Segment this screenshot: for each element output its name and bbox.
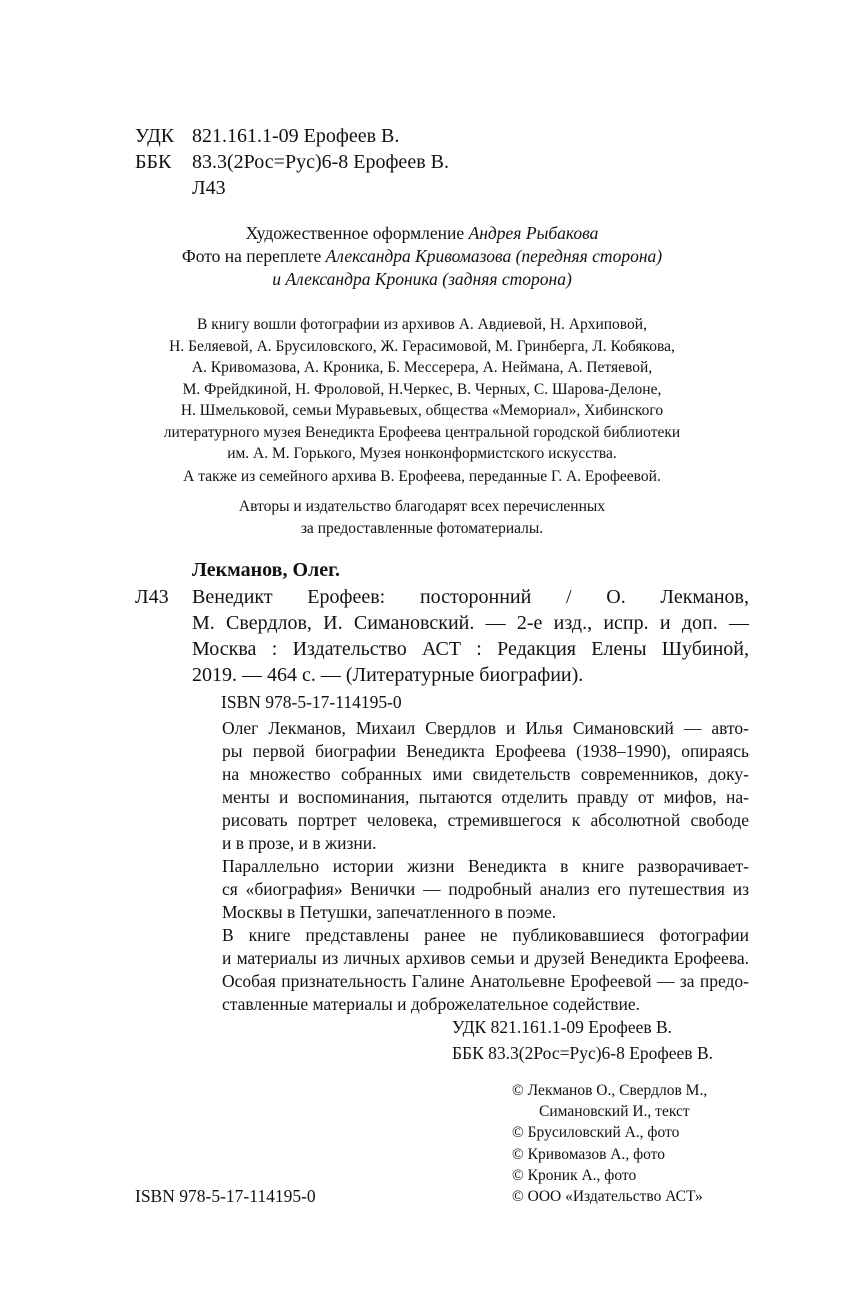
photo-sources [60,314,784,465]
copyright-line: © Лекманов О., Свердлов М., [512,1082,708,1099]
bibliographic-description [192,584,749,688]
photo-source-line: В книгу вошли фотографии из архивов А. Авдиевой, Н. Архиповой, [197,316,647,333]
bottom-bbk: ББК 83.3(2Рос=Рус)6-8 Ерофеев В. [452,1043,713,1063]
annotation-paragraph [192,924,749,1016]
front-photographer: Александра Кривомазова (передняя сторона) [325,246,663,266]
photo-source-line: М. Фрейдкиной, Н. Фроловой, Н.Черкес, В. Черных, С. Шарова-Делоне, [182,380,662,398]
udk-line [135,123,399,149]
bbk-value: 83.3(2Рос=Рус)6-8 Ерофеев В. [192,151,449,173]
description-line: М. Свердлов, И. Симановский. — 2-е изд., испр. и доп. — [192,612,749,634]
bbk-line [135,149,449,175]
annotation-paragraph [192,855,749,924]
back-photographer: и Александра Кроника (задняя сторона) [272,269,572,289]
udk-label: УДК [135,125,175,147]
author-heading: Лекманов, Олег. [192,559,340,581]
annotation-line: на множество собранных ими свидетельств современников, доку- [222,764,749,784]
copyright-line: © ООО «Издательство АСТ» [512,1188,703,1206]
photo-source-line: Н. Беляевой, А. Брусиловского, Ж. Герасимовой, М. Гринберга, Л. Кобякова, [169,337,675,355]
annotation-line: ставленные материалы и доброжелательное содействие. [222,994,641,1014]
annotation-line: и в прозе, и в жизни. [222,833,377,853]
thanks-note [60,496,784,539]
thanks-line: за предоставленные фотоматериалы. [300,519,544,537]
author-sign-top: Л43 [192,177,226,199]
description-line: Венедикт Ерофеев: посторонний / О. Лекманов, [192,586,749,608]
copyright-line: © Кроник А., фото [512,1166,637,1184]
annotation-line: и материалы из личных архивов семьи и друзей Венедикта Ерофеева. [222,948,749,968]
photo-source-line: литературного музея Венедикта Ерофеева центральной городской библиотеки [163,423,681,441]
cover-photo-text: Фото на переплете [181,246,326,266]
author-sign: Л43 [135,586,169,608]
footer-isbn: ISBN 978-5-17-114195-0 [135,1186,316,1206]
photo-source-line: им. А. М. Горького, Музея нонконформистского искусства. [227,445,617,462]
annotation-line: ся «биография» Венички — подробный анализ его путешествия из [222,879,749,899]
thanks-line: Авторы и издательство благодарят всех перечисленных [238,498,606,515]
annotation-line: ры первой биографии Венедикта Ерофеева (1938–1990), опираясь [222,741,749,761]
description-line: Москва : Издательство АСТ : Редакция Елены Шубиной, [192,638,749,660]
design-credits [100,222,744,291]
design-credit-line [100,222,744,245]
back-photo-credit-line [100,268,744,291]
design-credit-text: Художественное оформление [245,223,469,243]
annotation-line: Особая признательность Галине Анатольевне Ерофеевой — за предо- [222,971,749,991]
annotation-line: Параллельно истории жизни Венедикта в книге разворачивает- [222,856,749,876]
annotation-line: Олег Лекманов, Михаил Свердлов и Илья Симановский — авто- [222,718,749,738]
photo-source-line: А. Кривомазова, А. Кроника, Б. Мессерера, А. Неймана, А. Петяевой, [191,359,653,376]
copyright-line: © Кривомазов А., фото [512,1145,665,1163]
copyright-line: © Брусиловский А., фото [512,1124,680,1142]
annotation-line: Москвы в Петушки, запечатленного в поэме. [222,902,557,922]
bottom-udk: УДК 821.161.1-09 Ерофеев В. [452,1017,673,1037]
designer-name: Андрея Рыбакова [468,223,599,243]
annotation-line: В книге представлены ранее не публиковавшиеся фотографии [222,925,749,945]
description-line: 2019. — 464 с. — (Литературные биографии). [192,664,584,686]
family-archive-note: А также из семейного архива В. Ерофеева, переданные Г. А. Ерофеевой. [183,468,661,485]
annotation-paragraph [192,717,749,855]
copyright-block [512,1080,707,1207]
copyright-line: Симановский И., текст [539,1103,690,1121]
udk-value: 821.161.1-09 Ерофеев В. [192,125,400,147]
photo-source-line: Н. Шмельковой, семьи Муравьевых, общества «Мемориал», Хибинского [180,402,664,419]
isbn-record: ISBN 978-5-17-114195-0 [221,692,402,712]
annotation-line: менты и воспоминания, пытаются отделить правду от мифов, на- [222,787,749,807]
bbk-label: ББК [135,151,172,173]
annotation-line: рисовать портрет человека, стремившегося к абсолютной свободе [222,810,749,830]
annotation [192,717,749,1016]
cover-photo-credit-line [100,245,744,268]
